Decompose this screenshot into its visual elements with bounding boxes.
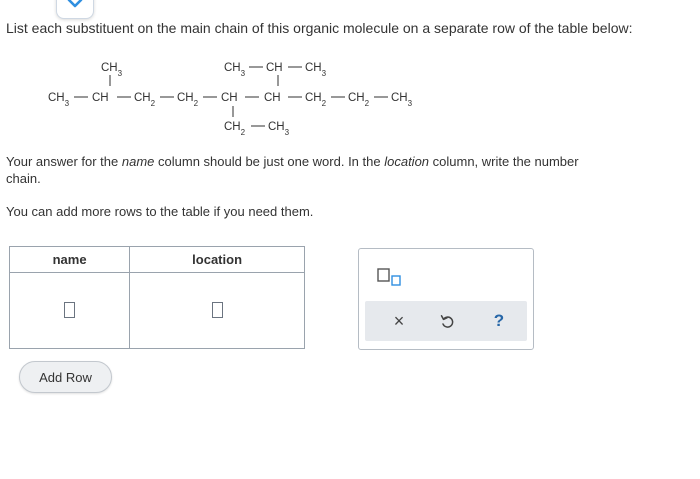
para1-emphasis-name: name — [121, 154, 155, 169]
location-cell — [130, 273, 305, 349]
main-chain-6: CH — [264, 92, 281, 104]
top-branch-2-b: CH — [266, 62, 283, 74]
main-chain-3: $CH_2$ — [134, 92, 156, 108]
clear-button[interactable] — [379, 301, 419, 341]
undo-button[interactable] — [427, 301, 467, 341]
main-chain-1: $CH_3$ — [48, 92, 70, 108]
top-branch-1: $CH_3$ — [101, 62, 123, 78]
subscript-template-icon — [377, 267, 403, 287]
answer-table — [9, 246, 305, 349]
para1-text-b: column should be just one word. In the — [154, 154, 385, 169]
location-input[interactable] — [212, 302, 223, 318]
molecule-structure — [0, 0, 700, 150]
para1-line2: chain. — [6, 171, 41, 186]
subscript-template-button[interactable] — [377, 267, 403, 292]
main-chain-8: $CH_2$ — [348, 92, 370, 108]
name-cell — [10, 273, 130, 349]
main-chain-5: CH — [221, 92, 238, 104]
top-branch-2-c: $CH_3$ — [305, 62, 327, 78]
para1-text-c: column, write the number — [429, 154, 579, 169]
help-icon: ? — [493, 311, 505, 330]
name-input[interactable] — [64, 302, 75, 318]
para1-text-a: Your answer for the — [6, 154, 122, 169]
bottom-branch-a: $CH_2$ — [224, 121, 246, 137]
table-row — [10, 273, 305, 349]
main-chain-4: $CH_2$ — [177, 92, 199, 108]
main-chain-2: CH — [92, 92, 109, 104]
undo-icon — [439, 313, 455, 329]
instruction-text: List each substituent on the main chain of this organic molecule on a separate row of the table below: — [6, 20, 633, 36]
answer-tool-panel — [358, 248, 534, 350]
header-name: name — [10, 247, 130, 273]
tool-bar — [365, 301, 527, 341]
add-row-button[interactable]: Add Row — [19, 361, 112, 393]
table-header-row — [10, 247, 305, 273]
para1-emphasis-location: location — [384, 154, 430, 169]
bottom-branch-b: $CH_3$ — [268, 121, 290, 137]
main-chain-9: $CH_3$ — [391, 92, 413, 108]
top-branch-2-a: $CH_3$ — [224, 62, 246, 78]
main-chain-7: $CH_2$ — [305, 92, 327, 108]
add-rows-hint: You can add more rows to the table if you need them. — [6, 204, 314, 219]
close-icon: × — [393, 310, 405, 331]
header-location: location — [130, 247, 305, 273]
help-button[interactable] — [479, 301, 519, 341]
answer-instructions — [6, 153, 700, 187]
